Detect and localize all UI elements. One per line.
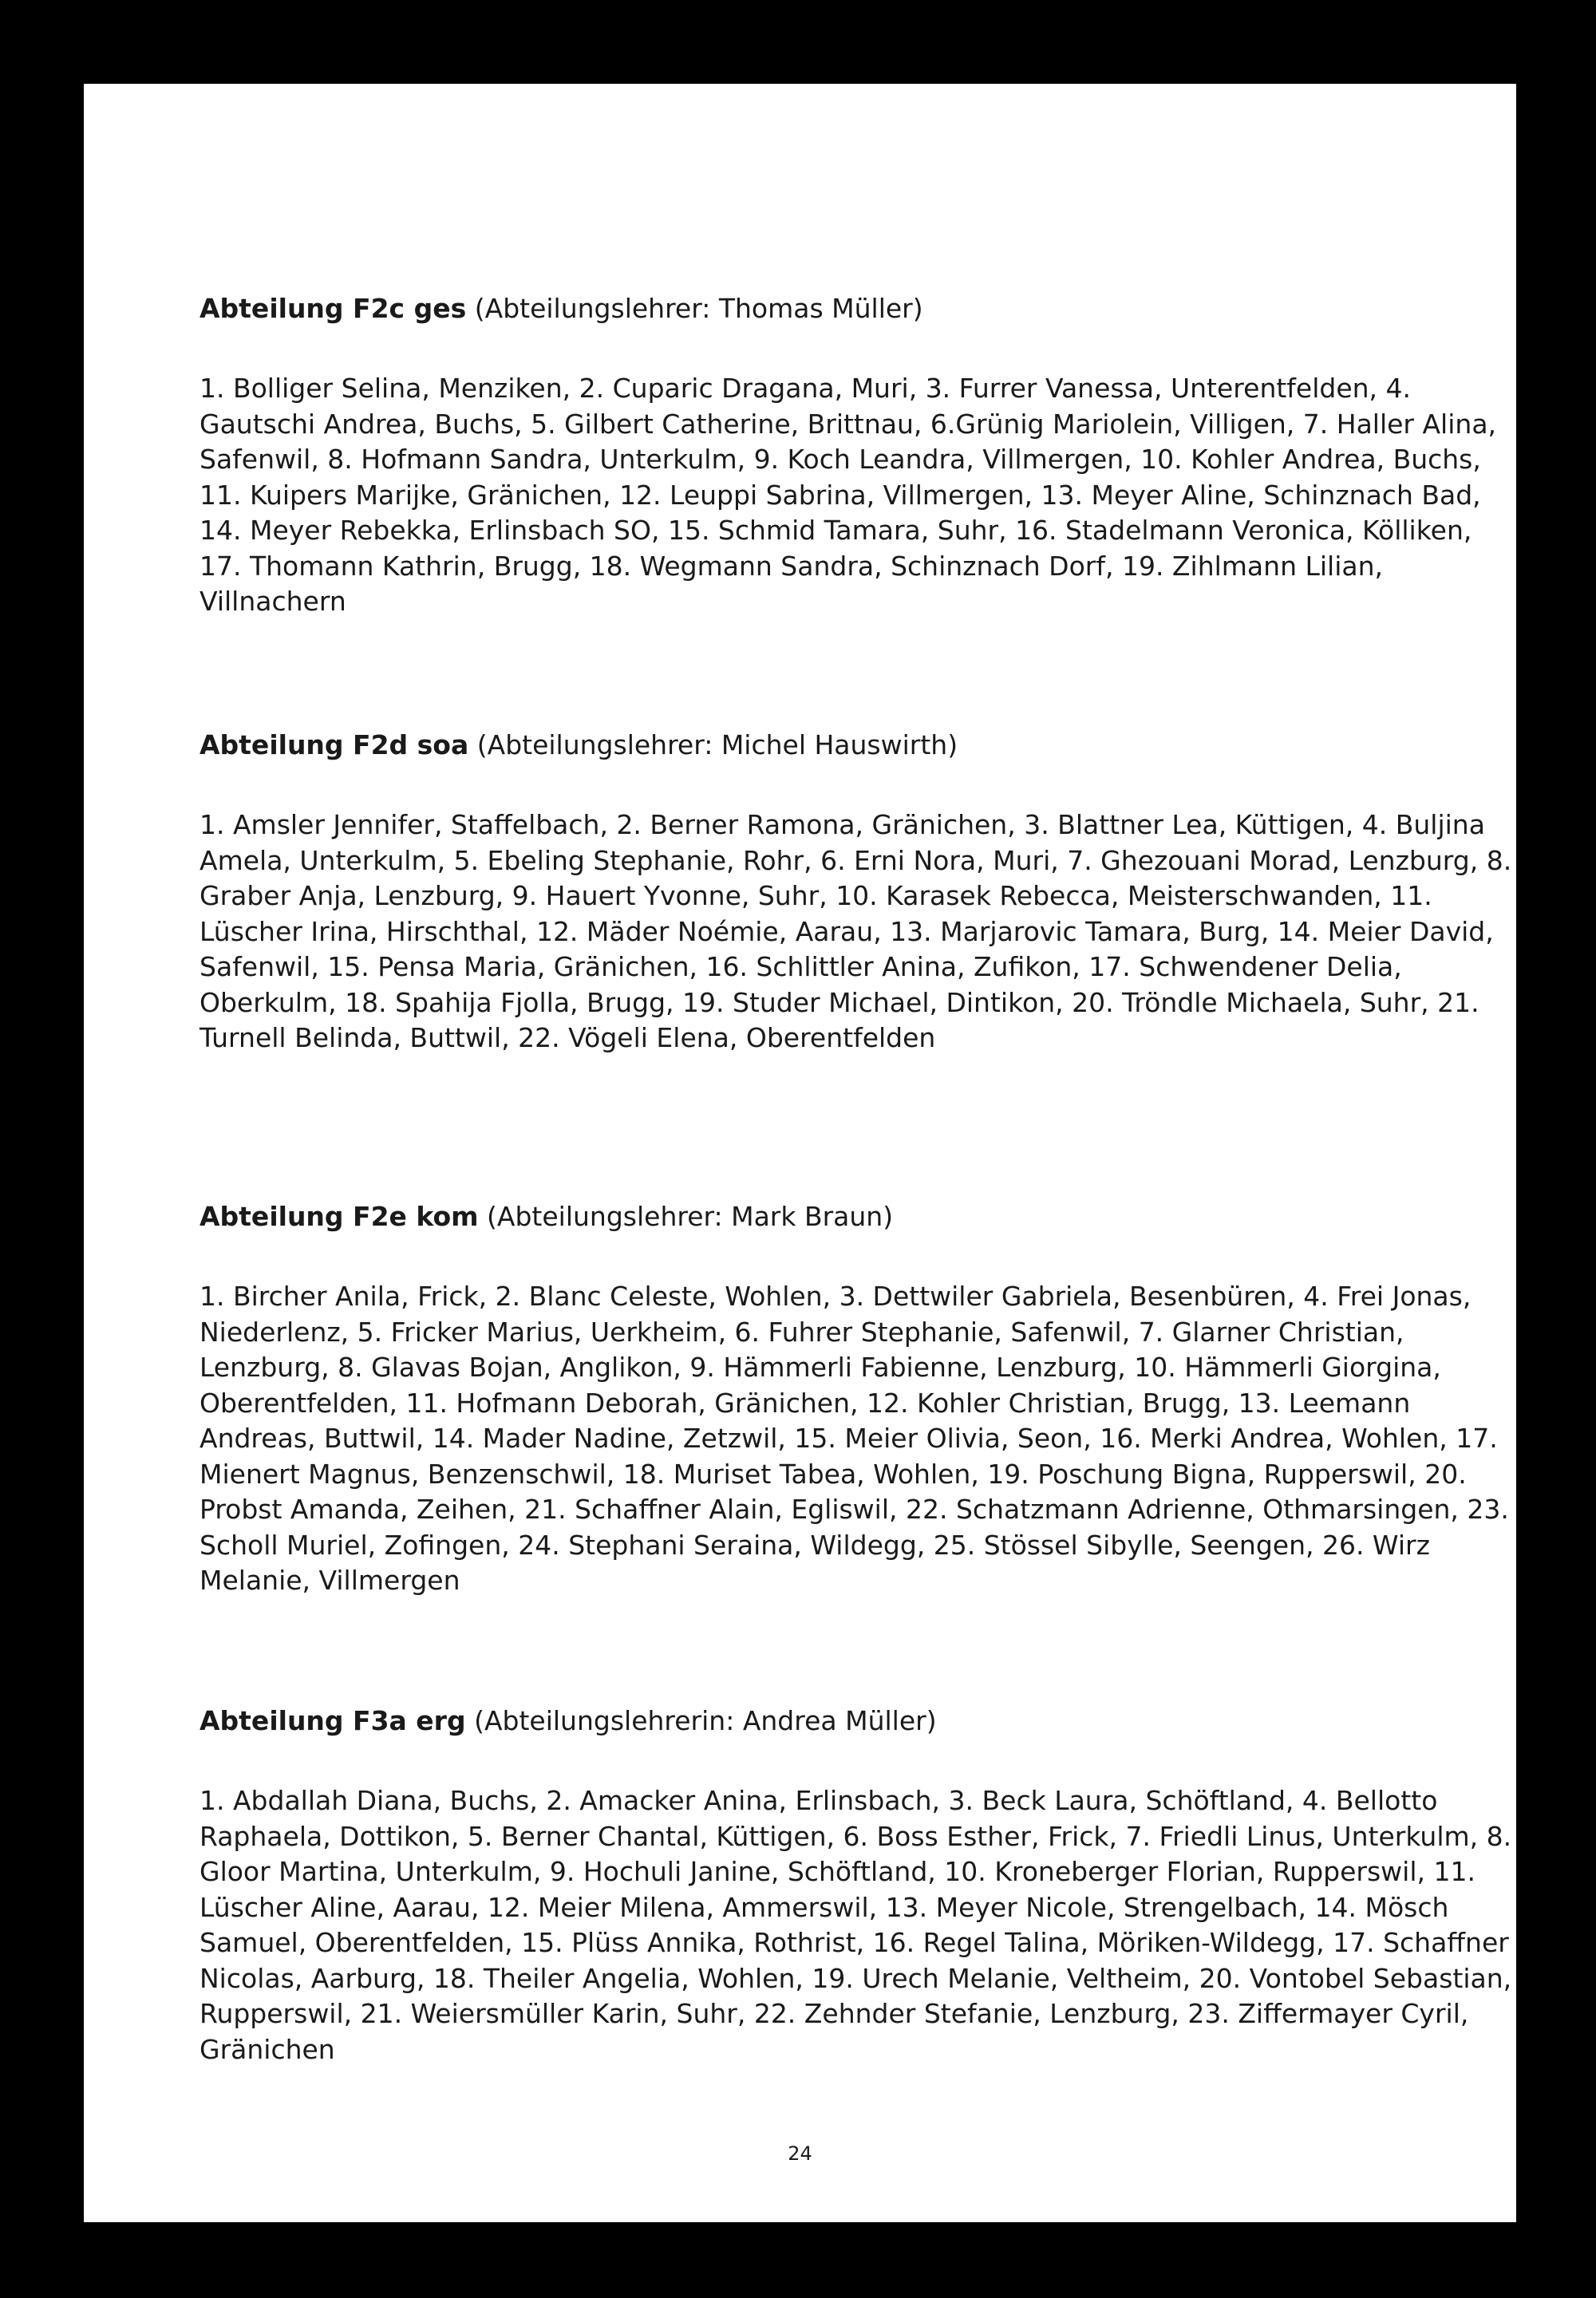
student-list: 1. Bircher Anila, Frick, 2. Blanc Celeste, Wohlen, 3. Dettwiler Gabriela, Besenbüren, 4. Frei Jonas, Niederlenz, 5. Fricker Marius, Uerkheim, 6. Fuhrer Stephanie, Safenwil, 7. Glarner Christian, Lenzburg, 8. Glavas Bojan, Anglikon, 9. Hämmerli Fabienne, Lenzburg, 10. Hämmerli Giorgina, Oberentfelden, 11. Hofmann Deborah, Gränichen, 12. Kohler Christian, Brugg, 13. Leemann Andreas, Buttwil, 14. Mader Nadine, Zetzwil, 15. Meier Olivia, Seon, 16. Merki Andrea, Wohlen, 17. Mienert Magnus, Benzenschwil, 18. Muriset Tabea, Wohlen, 19. Poschung Bigna, Rupperswil, 20. Probst Amanda, Zeihen, 21. Schaffner Alain, Egliswil, 22. Schatzmann Adrienne, Othmarsingen, 23. Scholl Muriel, Zofingen, 24. Stephani Seraina, Wildegg, 25. Stössel Sibylle, Seengen, 26. Wirz Melanie, Villmergen [200,1281,1509,1596]
section-heading [200,1704,1516,1739]
section-f2d [200,728,1516,1056]
section-f2c [200,291,1516,620]
section-code: Abteilung F3a erg [200,1705,466,1736]
student-list: 1. Bolliger Selina, Menziken, 2. Cuparic Dragana, Muri, 3. Furrer Vanessa, Unterentfelden, 4. Gautschi Andrea, Buchs, 5. Gilbert Catherine, Brittnau, 6.Grünig Mariolein, Villigen, 7. Haller Alina, Safenwil, 8. Hofmann Sandra, Unterkulm, 9. Koch Leandra, Villmergen, 10. Kohler Andrea, Buchs, 11. Kuipers Marijke, Gränichen, 12. Leuppi Sabrina, Villmergen, 13. Meyer Aline, Schinznach Bad, 14. Meyer Rebekka, Erlinsbach SO, 15. Schmid Tamara, Suhr, 16. Stadelmann Veronica, Kölliken, 17. Thomann Kathrin, Brugg, 18. Wegmann Sandra, Schinznach Dorf, 19. Zihlmann Lilian, Villnachern [200,373,1497,617]
section-heading [200,1199,1516,1234]
section-teacher: (Abteilungslehrerin: Andrea Müller) [474,1705,937,1736]
section-heading [200,291,1516,326]
document-page [84,84,1516,2222]
section-teacher: (Abteilungslehrer: Michel Hauswirth) [476,729,958,760]
section-code: Abteilung F2c ges [200,293,467,324]
student-list: 1. Amsler Jennifer, Staffelbach, 2. Berner Ramona, Gränichen, 3. Blattner Lea, Küttigen, 4. Buljina Amela, Unterkulm, 5. Ebeling Stephanie, Rohr, 6. Erni Nora, Muri, 7. Ghezouani Morad, Lenzburg, 8. Graber Anja, Lenzburg, 9. Hauert Yvonne, Suhr, 10. Karasek Rebecca, Meisterschwanden, 11. Lüscher Irina, Hirschthal, 12. Mäder Noémie, Aarau, 13. Marjarovic Tamara, Burg, 14. Meier David, Safenwil, 15. Pensa Maria, Gränichen, 16. Schlittler Anina, Zufikon, 17. Schwendener Delia, Oberkulm, 18. Spahija Fjolla, Brugg, 19. Studer Michael, Dintikon, 20. Tröndle Michaela, Suhr, 21. Turnell Belinda, Buttwil, 22. Vögeli Elena, Oberentfelden [200,809,1512,1053]
student-list: 1. Abdallah Diana, Buchs, 2. Amacker Anina, Erlinsbach, 3. Beck Laura, Schöftland, 4. Bellotto Raphaela, Dottikon, 5. Berner Chantal, Küttigen, 6. Boss Esther, Frick, 7. Friedli Linus, Unterkulm, 8. Gloor Martina, Unterkulm, 9. Hochuli Janine, Schöftland, 10. Kroneberger Florian, Rupperswil, 11. Lüscher Aline, Aarau, 12. Meier Milena, Ammerswil, 13. Meyer Nicole, Strengelbach, 14. Mösch Samuel, Oberentfelden, 15. Plüss Annika, Rothrist, 16. Regel Talina, Möriken-Wildegg, 17. Schaffner Nicolas, Aarburg, 18. Theiler Angelia, Wohlen, 19. Urech Melanie, Veltheim, 20. Vontobel Sebastian, Rupperswil, 21. Weiersmüller Karin, Suhr, 22. Zehnder Stefanie, Lenzburg, 23. Ziffermayer Cyril, Gränichen [200,1785,1512,2065]
section-teacher: (Abteilungslehrer: Mark Braun) [487,1201,894,1232]
page-number: 24 [788,2142,812,2165]
section-code: Abteilung F2e kom [200,1201,479,1232]
section-heading [200,728,1516,763]
section-f3a [200,1704,1516,2067]
section-code: Abteilung F2d soa [200,729,469,760]
section-teacher: (Abteilungslehrer: Thomas Müller) [474,293,923,324]
section-f2e [200,1199,1516,1599]
